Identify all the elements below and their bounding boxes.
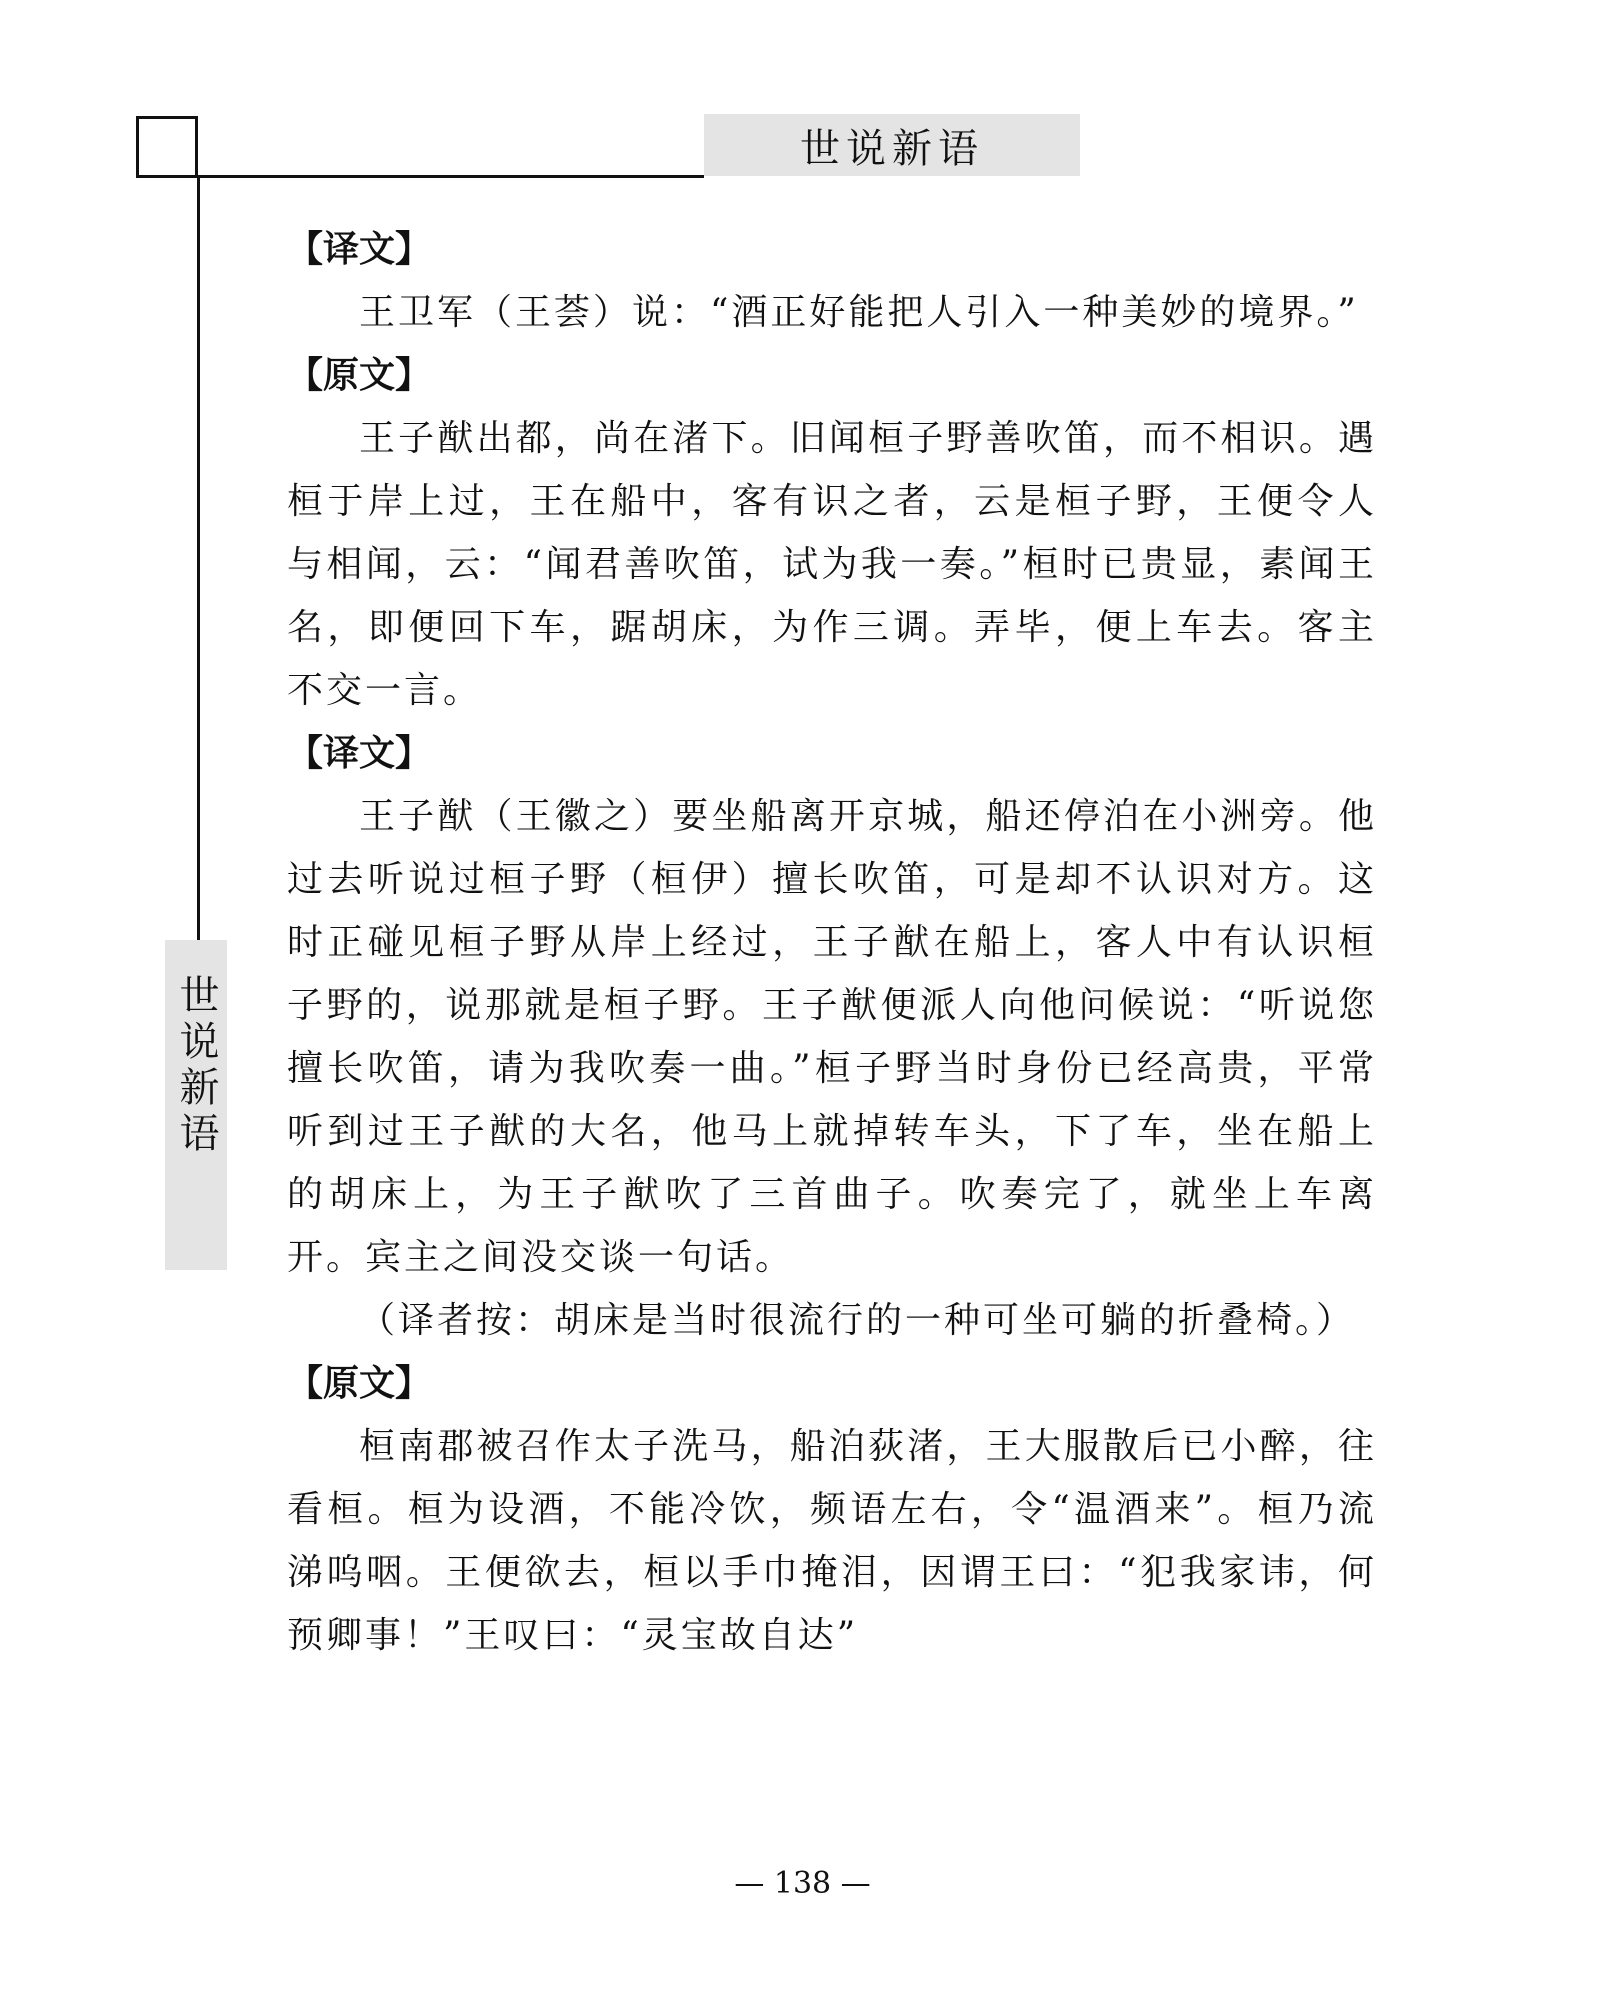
section-paragraph: 桓南郡被召作太子洗马，船泊荻渚，王大服散后已小醉，往看桓。桓为设酒，不能冷饮，频语左右，令“温酒来”。桓乃流涕呜咽。王便欲去，桓以手巾掩泪，因谓王曰：“犯我家讳，何预卿事！”王叹曰：“灵宝故自达” — [287, 1426, 1377, 1656]
book-title: 世说新语 — [800, 125, 984, 172]
section-paragraph: 王子猷（王徽之）要坐船离开京城，船还停泊在小洲旁。他过去听说过桓子野（桓伊）擅长吹笛，可是却不认识对方。这时正碰见桓子野从岸上经过，王子猷在船上，客人中有认识桓子野的，说那就是桓子野。王子猷便派人向他问候说：“听说您擅长吹笛，请为我吹奏一曲。”桓子野当时身份已经高贵，平常听到过王子猷的大名，他马上就掉转车头，下了车，坐在船上的胡床上，为王子猷吹了三首曲子。吹奏完了，就坐上车离开。宾主之间没交谈一句话。 — [287, 796, 1377, 1278]
section-paragraph: 王卫军（王荟）说：“酒正好能把人引入一种美妙的境界。” — [359, 292, 1359, 333]
page-body — [287, 218, 1377, 1667]
side-book-title: 世说新语 — [173, 974, 219, 1158]
section-label: 【原文】 — [287, 354, 432, 396]
side-tab — [165, 940, 227, 1270]
header-rule — [198, 175, 704, 178]
page-number: — 138 — — [734, 1866, 871, 1901]
translator-note: （译者按：胡床是当时很流行的一种可坐可躺的折叠椅。） — [359, 1300, 1356, 1341]
margin-rule — [197, 178, 200, 940]
header-tab — [704, 114, 1080, 176]
section-label: 【译文】 — [287, 732, 432, 774]
section-paragraph: 王子猷出都，尚在渚下。旧闻桓子野善吹笛，而不相识。遇桓于岸上过，王在船中，客有识之者，云是桓子野，王便令人与相闻，云：“闻君善吹笛，试为我一奏。”桓时已贵显，素闻王名，即便回下车，踞胡床，为作三调。弄毕，便上车去。客主不交一言。 — [287, 418, 1377, 711]
section-label: 【原文】 — [287, 1362, 432, 1404]
corner-box-decoration — [136, 116, 198, 178]
section-label: 【译文】 — [287, 228, 432, 270]
